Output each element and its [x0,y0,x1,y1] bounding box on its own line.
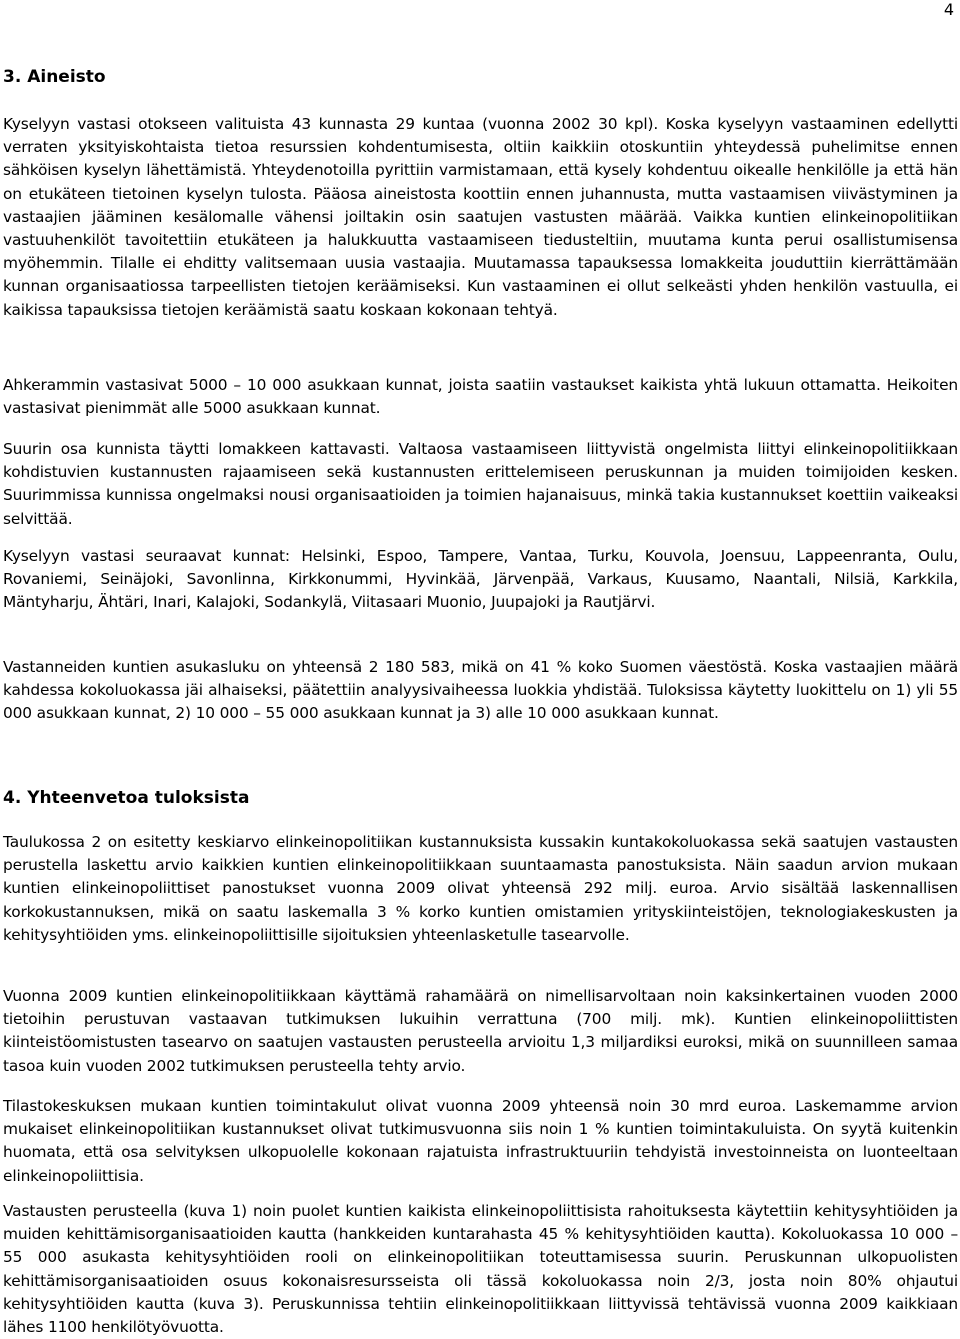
paragraph: Taulukossa 2 on esitetty keskiarvo elinkeinopolitiikan kustannuksista kussakin kuntakokoluokassa sekä saatujen vastausten perustella laskettu arvio kaikkien kuntien elinkeinopolitiikkaan suuntaamasta panostuksista. Näin saadun arvion mukaan kuntien elinkeinopoliittiset panostukset vuonna 2009 olivat yhteensä 292 milj. euroa. Arvio sisältää laskennallisen korkokustannuksen, mikä on saatu laskemalla 3 % korko kuntien omistamien yrityskiinteistöjen, teknologiakeskusten ja kehitysyhtiöiden yms. elinkeinopoliittisille sijoituksien yhteenlasketulle tasearvolle. [3,833,958,944]
paragraph: Kyselyyn vastasi otokseen valituista 43 kunnasta 29 kuntaa (vuonna 2002 30 kpl). Koska kyselyyn vastaaminen edellytti verraten yksityiskohtaista tietoa resurssien kohdentumisesta, oltiin kaikkiin otoskuntiin yhteydessä puhelimitse ennen sähköisen kyselyn lähettämistä. Yhteydenotoilla pyrittiin varmistamaan, että kysely kohdentuu oikealle henkilölle ja että hän on etukäteen tietoinen kyselyn tulosta. Pääosa aineistosta koottiin ennen juhannusta, mutta vastaamisen viivästyminen ja vastaajien jääminen kesälomalle vähensi joiltakin osin saatujen vastusten määrää. Vaikka kuntien elinkeinopolitiikan vastuuhenkilöt tavoitettiin etukäteen ja halukkuutta vastaamiseen tiedusteltiin, muutama kunta perui osallistumisensa myöhemmin. Tilalle ei ehditty valitsemaan uusia vastaajia. Muutamassa tapauksessa lomakkeita jouduttiin kierrättämään kunnan organisaatiossa tarpeellisten tietojen keräämiseksi. Kun vastaaminen ei ollut selkeästi yhden henkilön vastuulla, ei kaikissa tapauksissa tietojen keräämistä saatu koskaan kokonaan tehtyä. [3,115,958,319]
paragraph: Kyselyyn vastasi seuraavat kunnat: Helsinki, Espoo, Tampere, Vantaa, Turku, Kouvola, Joensuu, Lappeenranta, Oulu, Rovaniemi, Seinäjoki, Savonlinna, Kirkkonummi, Hyvinkää, Järvenpää, Varkaus, Kuusamo, Naantali, Nilsiä, Karkkila, Mäntyharju, Ähtäri, Inari, Kalajoki, Sodankylä, Viitasaari Muonio, Juupajoki ja Rautjärvi. [3,547,958,612]
paragraph: Vuonna 2009 kuntien elinkeinopolitiikkaan käyttämä rahamäärä on nimellisarvoltaan noin kaksinkertainen vuoden 2000 tietoihin perustuvan vastaavan tutkimuksen lukuihin verrattuna (700 milj. mk). Kuntien elinkeinopoliittisten kiinteistöomistusten tasearvo on saatujen vastausten perusteella arvioitu 1,3 miljardiksi euroksi, mikä on suunnilleen samaa tasoa kuin vuoden 2002 tutkimuksen perusteella tehty arvio. [3,987,958,1075]
paragraph: Vastausten perusteella (kuva 1) noin puolet kuntien kaikista elinkeinopoliittisista rahoituksesta käytettiin kehitysyhtiöiden ja muiden kehittämisorganisaatioiden kautta (hankkeiden kuntarahasta 45 % kehitysyhtiöiden kautta). Kokoluokassa 10 000 – 55 000 asukasta kehitysyhtiöiden rooli on elinkeinopolitiikan toteuttamisessa suurin. Peruskunnan ulkopuolisten kehittämisorganisaatioiden osuus kokonaisresursseista oli tässä kokoluokassa noin 2/3, josta noin 80% ohjautui kehitysyhtiöiden kautta (kuva 3). Peruskunnissa tehtiin elinkeinopolitiikkaan liittyvissä tehtävissä vuonna 2009 kaikkiaan lähes 1100 henkilötyövuotta. [3,1202,958,1337]
paragraph: Ahkerammin vastasivat 5000 – 10 000 asukkaan kunnat, joista saatiin vastaukset kaikista yhtä lukuun ottamatta. Heikoiten vastasivat pienimmät alle 5000 asukkaan kunnat. [3,376,958,418]
section-heading-yhteenvetoa: 4. Yhteenvetoa tuloksista [3,788,250,808]
paragraph: Tilastokeskuksen mukaan kuntien toimintakulut olivat vuonna 2009 yhteensä noin 30 mrd euroa. Laskemamme arvion mukaiset elinkeinopolitiikan kustannukset olivat tutkimusvuonna siis noin 1 % kuntien toimintakuluista. On syytä kuitenkin huomata, että osa selvityksen ulkopuolelle kokonaan rajatuista infrastruktuuriin tehdyistä investoinneista on luonteeltaan elinkeinopoliittisia. [3,1097,958,1185]
paragraph: Suurin osa kunnista täytti lomakkeen kattavasti. Valtaosa vastaamiseen liittyvistä ongelmista liittyi elinkeinopolitiikkaan kohdistuvien kustannusten rajaamiseen sekä kustannusten erittelemiseen peruskunnan ja muiden toimijoiden kesken. Suurimmissa kunnissa ongelmaksi nousi organisaatioiden ja toimien hajanaisuus, minkä takia kustannukset koettiin vaikeaksi selvittää. [3,440,958,528]
paragraph: Vastanneiden kuntien asukasluku on yhteensä 2 180 583, mikä on 41 % koko Suomen väestöstä. Koska vastaajien määrä kahdessa kokoluokassa jäi alhaiseksi, päätettiin analyysivaiheessa luokkia yhdistää. Tuloksissa käytetty luokittelu on 1) yli 55 000 asukkaan kunnat, 2) 10 000 – 55 000 asukkaan kunnat ja 3) alle 10 000 asukkaan kunnat. [3,658,958,723]
page-number: 4 [943,0,954,19]
section-heading-aineisto: 3. Aineisto [3,67,106,87]
